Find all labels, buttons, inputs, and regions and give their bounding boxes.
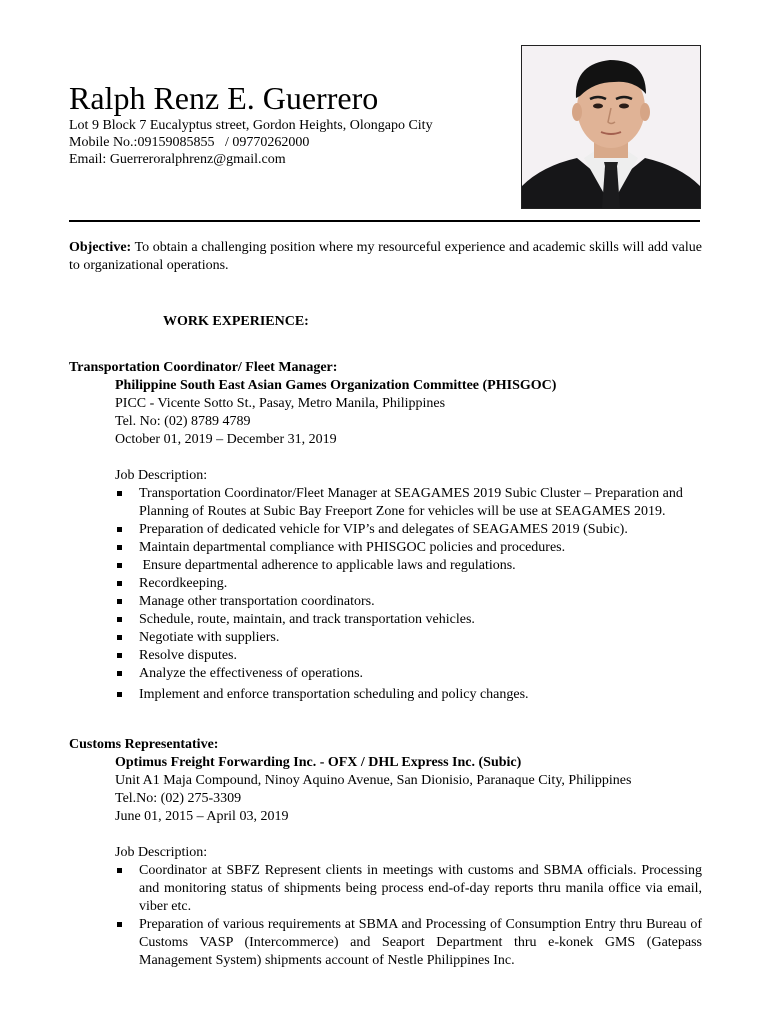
- address-line: Lot 9 Block 7 Eucalyptus street, Gordon Heights, Olongapo City: [69, 118, 433, 133]
- bullet-icon: [117, 692, 122, 697]
- duty-text: Schedule, route, maintain, and track transportation vehicles.: [139, 612, 475, 627]
- mobile-line: Mobile No.:09159085855 / 09770262000: [69, 135, 310, 150]
- bullet-icon: [117, 635, 122, 640]
- duty-text: Maintain departmental compliance with PHISGOC policies and procedures.: [139, 540, 566, 555]
- duty-text: Ensure departmental adherence to applicable laws and regulations.: [139, 558, 516, 573]
- applicant-name: Ralph Renz E. Guerrero: [69, 80, 379, 116]
- job-description-label: Job Description:: [115, 845, 208, 860]
- duty-text: Transportation Coordinator/Fleet Manager at SEAGAMES 2019 Subic Cluster – Preparation and Planning of Routes at Subic Bay Freeport Zone for vehicles will be use at SEAGAMES 2019.: [139, 486, 683, 519]
- job-details: [115, 754, 702, 970]
- list-item: [115, 862, 702, 916]
- employment-dates: June 01, 2015 – April 03, 2019: [115, 809, 289, 824]
- list-item: [115, 521, 702, 539]
- duty-text: Preparation of dedicated vehicle for VIP’s and delegates of SEAGAMES 2019 (Subic).: [139, 522, 628, 537]
- duty-list: [115, 862, 702, 970]
- bullet-icon: [117, 868, 122, 873]
- bullet-icon: [117, 563, 122, 568]
- list-item: [115, 539, 702, 557]
- list-item: [115, 557, 702, 575]
- bullet-icon: [117, 671, 122, 676]
- profile-photo: [521, 45, 701, 209]
- list-item: [115, 916, 702, 970]
- job-title: Customs Representative:: [69, 737, 219, 752]
- job-description-label: Job Description:: [115, 468, 208, 483]
- company-phone: Tel.No: (02) 275-3309: [115, 791, 242, 806]
- header-divider: [69, 220, 700, 222]
- duty-text: Manage other transportation coordinators.: [139, 594, 375, 609]
- duty-text: Recordkeeping.: [139, 576, 228, 591]
- bullet-icon: [117, 527, 122, 532]
- company-name: Optimus Freight Forwarding Inc. - OFX / DHL Express Inc. (Subic): [115, 755, 522, 770]
- resume-body: [69, 239, 702, 970]
- job-title: Transportation Coordinator/ Fleet Manager:: [69, 360, 338, 375]
- company-address: Unit A1 Maja Compound, Ninoy Aquino Avenue, San Dionisio, Paranaque City, Philippines: [115, 773, 632, 788]
- bullet-icon: [117, 581, 122, 586]
- list-item: [115, 629, 702, 647]
- list-item: [115, 485, 702, 521]
- bullet-icon: [117, 922, 122, 927]
- duty-text: Implement and enforce transportation scheduling and policy changes.: [139, 687, 529, 702]
- objective-paragraph: [69, 239, 702, 275]
- email-line: Email: Guerreroralphrenz@gmail.com: [69, 152, 286, 167]
- duty-text: Coordinator at SBFZ Represent clients in meetings with customs and SBMA officials. Processing and monitoring status of shipments being process end-of-day reports thru manila office via email, viber etc.: [139, 863, 702, 914]
- duty-text: Preparation of various requirements at SBMA and Processing of Consumption Entry thru Bureau of Customs VASP (Intercommerce) and Seaport Department thru e-konek GMS (Gatepass Management System) shipments account of Nestle Philippines Inc.: [139, 917, 702, 968]
- objective-label: Objective:: [69, 240, 132, 255]
- list-item: [115, 665, 702, 683]
- employment-dates: October 01, 2019 – December 31, 2019: [115, 432, 337, 447]
- duty-list: [115, 485, 702, 704]
- header-block: [69, 80, 509, 168]
- bullet-icon: [117, 491, 122, 496]
- portrait-illustration: [522, 46, 700, 208]
- duty-text: Resolve disputes.: [139, 648, 237, 663]
- list-item: [115, 686, 702, 704]
- job-details: [115, 377, 702, 704]
- list-item: [115, 647, 702, 665]
- bullet-icon: [117, 653, 122, 658]
- company-name: Philippine South East Asian Games Organization Committee (PHISGOC): [115, 378, 557, 393]
- duty-text: Analyze the effectiveness of operations.: [139, 666, 364, 681]
- company-address: PICC - Vicente Sotto St., Pasay, Metro Manila, Philippines: [115, 396, 446, 411]
- company-phone: Tel. No: (02) 8789 4789: [115, 414, 251, 429]
- list-item: [115, 593, 702, 611]
- job-entry: [69, 736, 702, 970]
- bullet-icon: [117, 617, 122, 622]
- list-item: [115, 611, 702, 629]
- bullet-icon: [117, 545, 122, 550]
- objective-text: To obtain a challenging position where my resourceful experience and academic skills will add value to organizational operations.: [69, 240, 702, 273]
- list-item: [115, 575, 702, 593]
- work-experience-heading: WORK EXPERIENCE:: [163, 314, 309, 329]
- job-entry: [69, 359, 702, 704]
- duty-text: Negotiate with suppliers.: [139, 630, 280, 645]
- bullet-icon: [117, 599, 122, 604]
